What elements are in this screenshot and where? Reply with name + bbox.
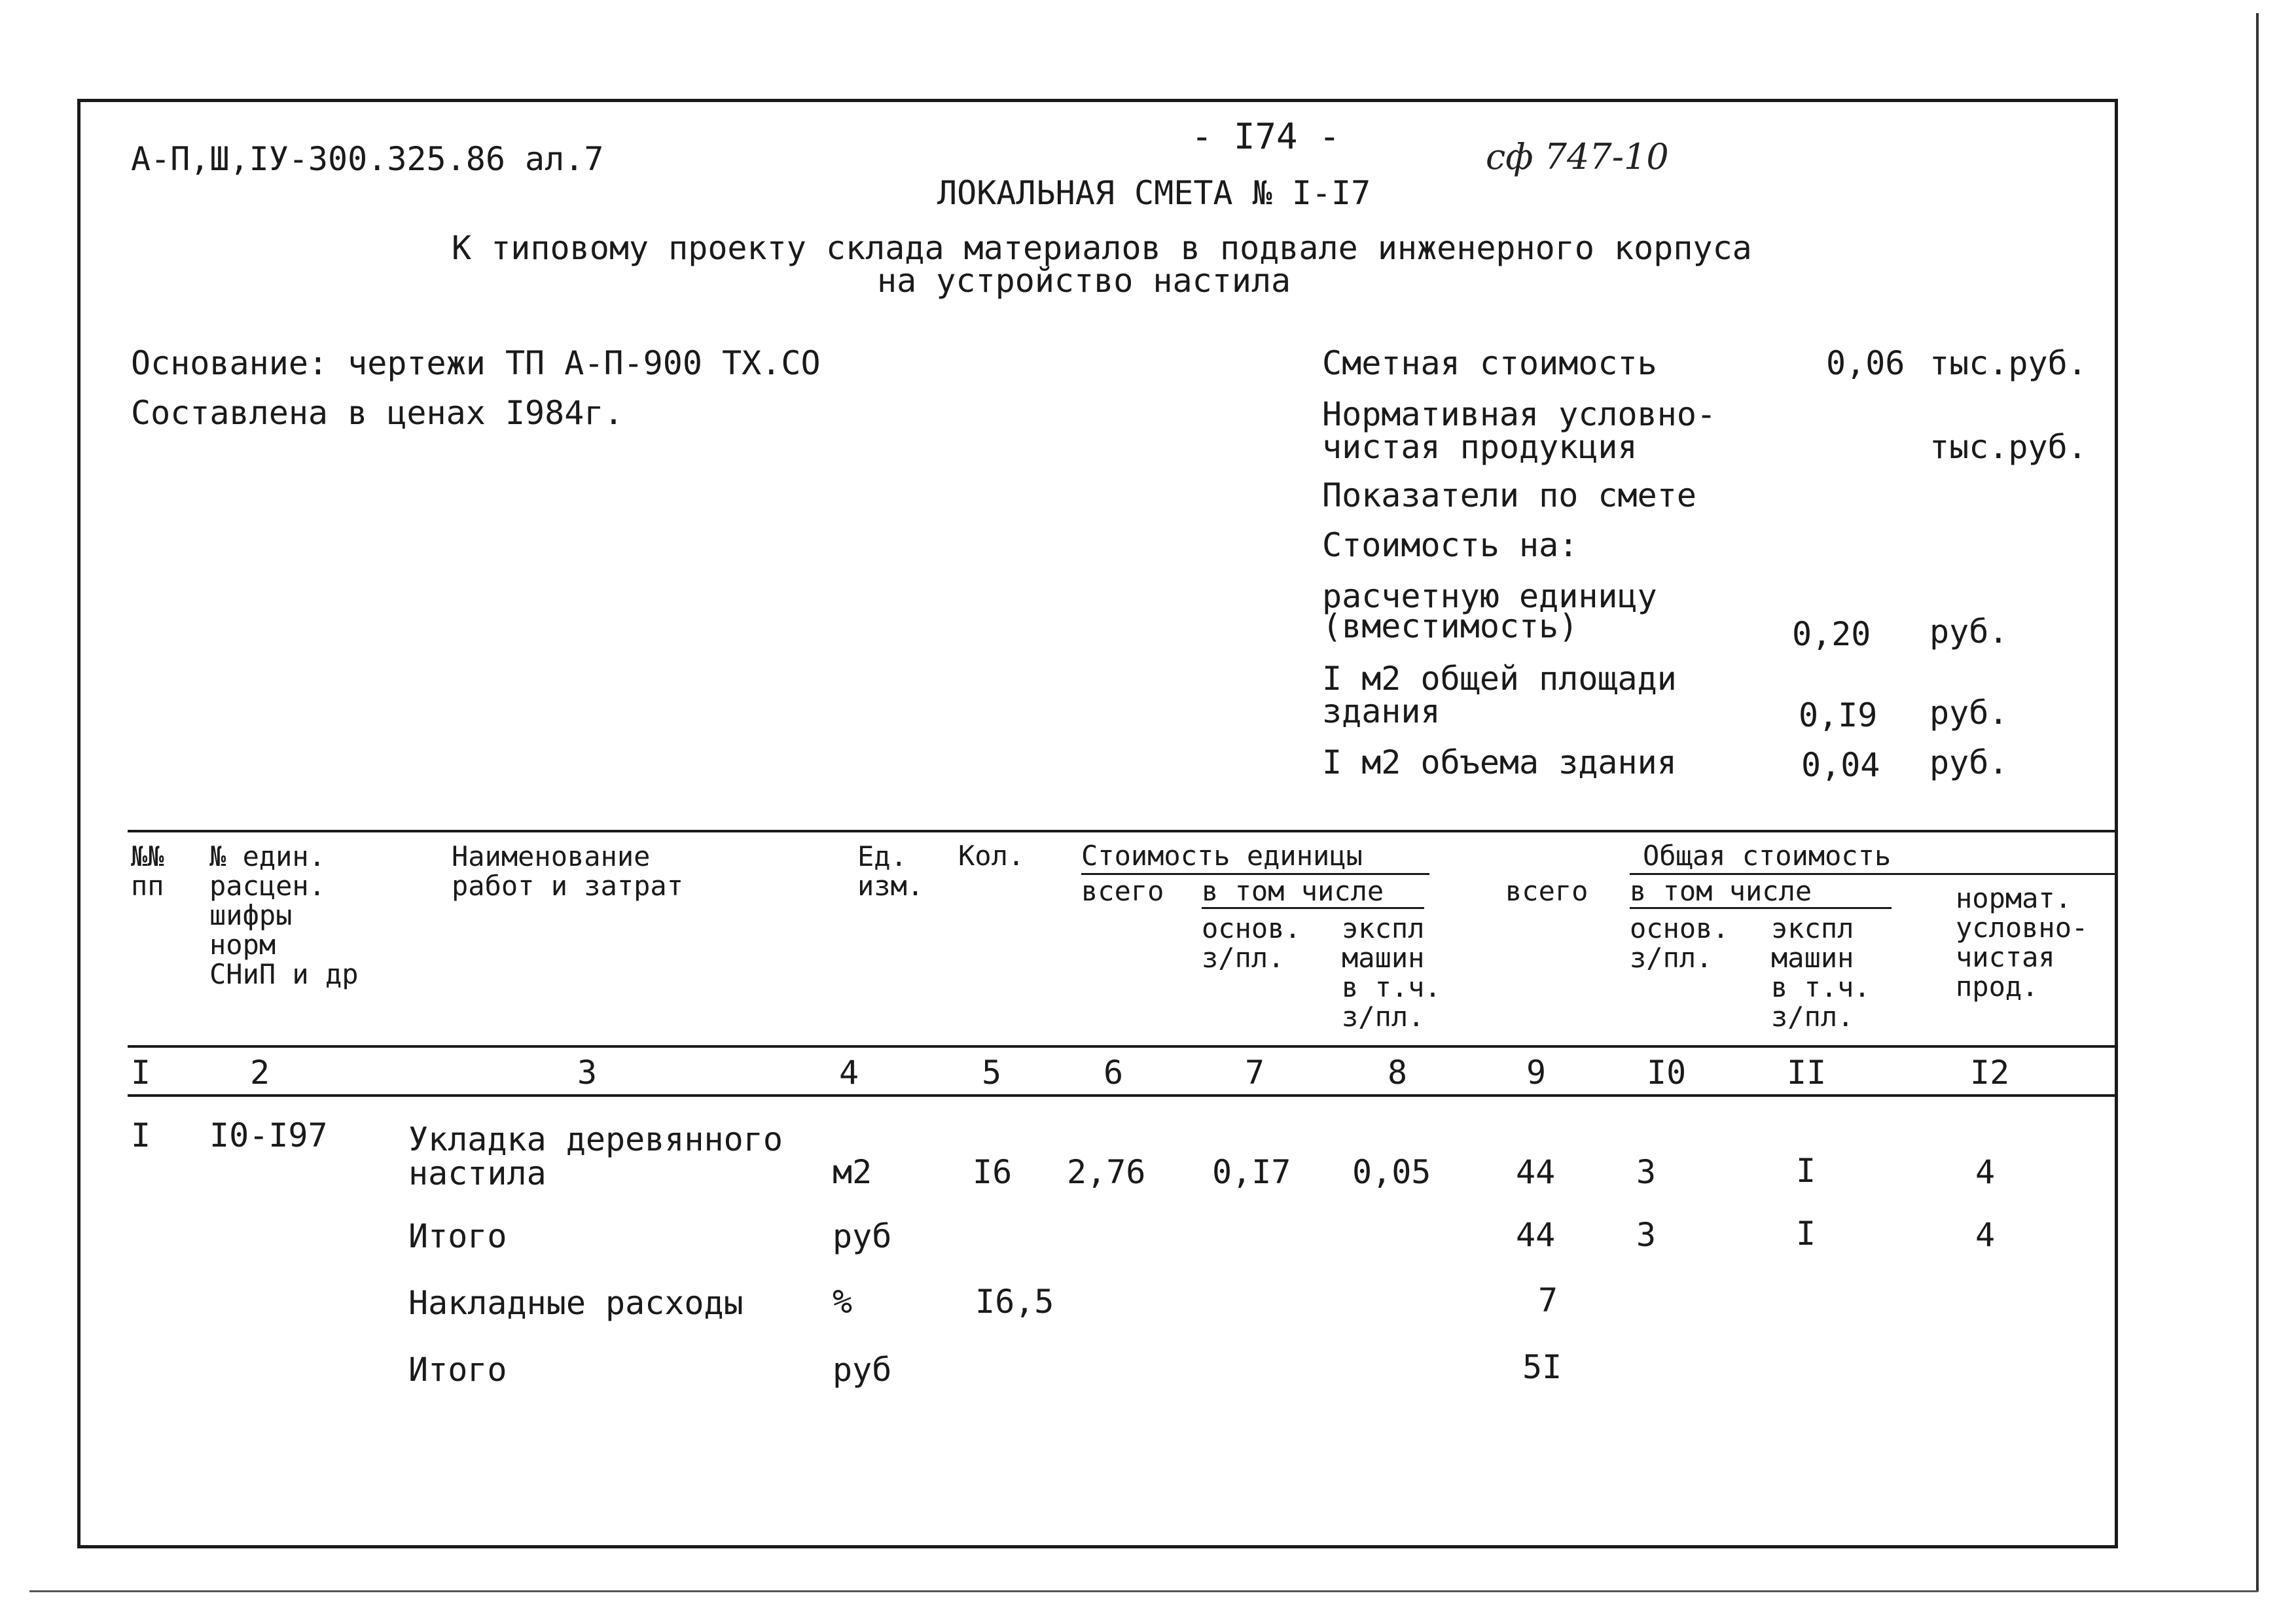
unit: руб xyxy=(833,1217,892,1255)
colnum: 8 xyxy=(1388,1054,1408,1092)
header-total-cost-group: Общая стоимость xyxy=(1643,840,1892,872)
header-norm-line: чистая xyxy=(1956,941,2055,973)
header-col2-line: СНиП и др xyxy=(209,958,359,990)
total-cost: 5I xyxy=(1522,1348,1562,1386)
header-col3-line: работ и затрат xyxy=(452,870,684,902)
unit: руб xyxy=(833,1351,892,1389)
table-header-rule xyxy=(128,1045,2117,1048)
total-incl-underline xyxy=(1630,907,1892,909)
header-col2-line: норм xyxy=(209,929,276,961)
page-frame xyxy=(77,99,2118,1548)
colnum: 3 xyxy=(577,1054,598,1092)
header-col2-line: шифры xyxy=(209,899,293,931)
header-unit-total: всего xyxy=(1081,875,1164,907)
total-mach: I xyxy=(1796,1152,1816,1190)
header-total-mach-line: машин xyxy=(1771,942,1854,974)
area-label-line2: здания xyxy=(1322,692,1441,730)
header-col2 xyxy=(209,842,359,989)
header-total-mach xyxy=(1771,914,1871,1031)
document-subtitle-line2: на устройство настила xyxy=(877,262,1291,300)
header-col3-line: Наименование xyxy=(452,840,651,872)
header-unit-mach-line: з/пл. xyxy=(1342,1001,1425,1033)
header-total-total: всего xyxy=(1505,875,1588,907)
colnum: 7 xyxy=(1245,1054,1265,1092)
header-unit-basic-line: основ. xyxy=(1202,912,1301,944)
area-value: 0,I9 xyxy=(1799,696,1878,734)
volume-label: I м2 объема здания xyxy=(1322,743,1677,781)
page-number: - I74 - xyxy=(1191,116,1340,157)
table-colnum-rule xyxy=(128,1094,2117,1097)
colnum: 9 xyxy=(1526,1054,1547,1092)
volume-unit: руб. xyxy=(1929,743,2009,781)
basis-foundation: Основание: чертежи ТП А-П-900 ТХ.СО xyxy=(131,344,821,382)
header-total-mach-line: в т.ч. xyxy=(1771,971,1871,1003)
unit-value: 0,20 xyxy=(1792,615,1871,653)
header-col4-line: изм. xyxy=(857,870,924,902)
document-title: ЛОКАЛЬНАЯ СМЕТА № I-I7 xyxy=(937,174,1371,212)
colnum: I2 xyxy=(1970,1054,2010,1092)
handwritten-note: сф 747-10 xyxy=(1486,136,1669,177)
indicators-label: Показатели по смете xyxy=(1322,476,1696,514)
table-top-rule xyxy=(128,830,2117,832)
estimated-cost-unit: тыс.руб. xyxy=(1929,344,2087,382)
normative-label-line1: Нормативная условно- xyxy=(1322,395,1717,433)
rate-code: I0-I97 xyxy=(209,1116,328,1154)
total-cost: 7 xyxy=(1538,1281,1558,1319)
header-total-basic xyxy=(1630,914,1729,972)
norm-production: 4 xyxy=(1975,1216,1996,1254)
document-code: А-П,Ш,IУ-300.325.86 ал.7 xyxy=(131,140,604,178)
colnum: 4 xyxy=(839,1054,859,1092)
document-subtitle-line1: К типовому проекту склада материалов в подвале инженерного корпуса xyxy=(452,229,1752,267)
unit-incl-underline xyxy=(1202,907,1424,909)
header-unit-incl: в том числе xyxy=(1202,875,1384,907)
colnum: 5 xyxy=(982,1054,1002,1092)
header-col4-line: Ед. xyxy=(857,840,907,872)
header-unit-mach-line: в т.ч. xyxy=(1342,971,1441,1003)
unit-cost-total: 2,76 xyxy=(1067,1153,1146,1191)
row-label: Накладные расходы xyxy=(408,1284,744,1322)
unit: м2 xyxy=(833,1153,872,1191)
header-unit-basic-line: з/пл. xyxy=(1202,942,1285,974)
volume-value: 0,04 xyxy=(1801,746,1880,784)
unit-unit: руб. xyxy=(1929,613,2009,651)
area-label-line1: I м2 общей площади xyxy=(1322,660,1677,698)
total-cost: 44 xyxy=(1516,1153,1556,1191)
work-name-line2: настила xyxy=(408,1154,547,1192)
quantity: I6,5 xyxy=(975,1283,1054,1321)
header-col5: Кол. xyxy=(958,840,1025,872)
normative-unit: тыс.руб. xyxy=(1929,428,2087,466)
colnum: II xyxy=(1787,1054,1827,1092)
row-label: Итого xyxy=(408,1351,507,1389)
area-unit: руб. xyxy=(1929,694,2009,732)
unit-cost-basic: 0,I7 xyxy=(1212,1153,1291,1191)
header-total-mach-line: з/пл. xyxy=(1771,1001,1854,1033)
total-basic: 3 xyxy=(1636,1216,1657,1254)
header-total-basic-line: основ. xyxy=(1630,912,1729,944)
unit: % xyxy=(833,1283,853,1321)
colnum: I0 xyxy=(1647,1054,1687,1092)
normative-label-line2: чистая продукция xyxy=(1322,428,1638,466)
estimated-cost-label: Сметная стоимость xyxy=(1322,344,1657,382)
header-unit-mach-line: машин xyxy=(1342,942,1425,974)
header-total-incl: в том числе xyxy=(1630,875,1812,907)
total-cost: 44 xyxy=(1516,1216,1556,1254)
cost-per-label: Стоимость на: xyxy=(1322,526,1579,564)
header-col1 xyxy=(131,842,164,901)
unit-label-line1: расчетную единицу xyxy=(1322,577,1657,615)
estimated-cost-value: 0,06 xyxy=(1826,344,1905,382)
header-norm-line: условно- xyxy=(1956,912,2089,944)
header-col2-line: № един. xyxy=(209,840,326,872)
unit-cost-mach: 0,05 xyxy=(1352,1153,1431,1191)
basis-prices: Составлена в ценах I984г. xyxy=(131,394,624,432)
header-total-basic-line: з/пл. xyxy=(1630,942,1713,974)
quantity: I6 xyxy=(973,1153,1013,1191)
total-basic: 3 xyxy=(1636,1153,1657,1191)
header-unit-cost-group: Стоимость единицы xyxy=(1081,840,1363,872)
header-col2-line: расцен. xyxy=(209,870,326,902)
norm-production: 4 xyxy=(1975,1153,1996,1191)
scan-edge-horizontal xyxy=(29,1590,2258,1592)
work-name-line1: Укладка деревянного xyxy=(408,1120,783,1158)
colnum: I xyxy=(131,1054,151,1092)
row-label: Итого xyxy=(408,1217,507,1255)
header-col4 xyxy=(857,842,924,901)
row-number: I xyxy=(131,1116,151,1154)
header-col3 xyxy=(452,842,683,901)
scan-edge-vertical xyxy=(2256,13,2259,1592)
header-norm-line: нормат. xyxy=(1956,882,2072,914)
colnum: 2 xyxy=(250,1054,270,1092)
header-total-mach-line: экспл xyxy=(1771,912,1854,944)
header-norm-line: прод. xyxy=(1956,971,2039,1003)
header-unit-basic xyxy=(1202,914,1301,972)
header-col1-line: №№ xyxy=(131,840,164,872)
colnum: 6 xyxy=(1103,1054,1124,1092)
header-unit-mach xyxy=(1342,914,1441,1031)
header-unit-mach-line: экспл xyxy=(1342,912,1425,944)
header-col1-line: пп xyxy=(131,870,164,902)
total-mach: I xyxy=(1796,1215,1816,1253)
unit-label-line2: (вместимость) xyxy=(1322,607,1579,645)
header-norm xyxy=(1956,883,2088,1001)
